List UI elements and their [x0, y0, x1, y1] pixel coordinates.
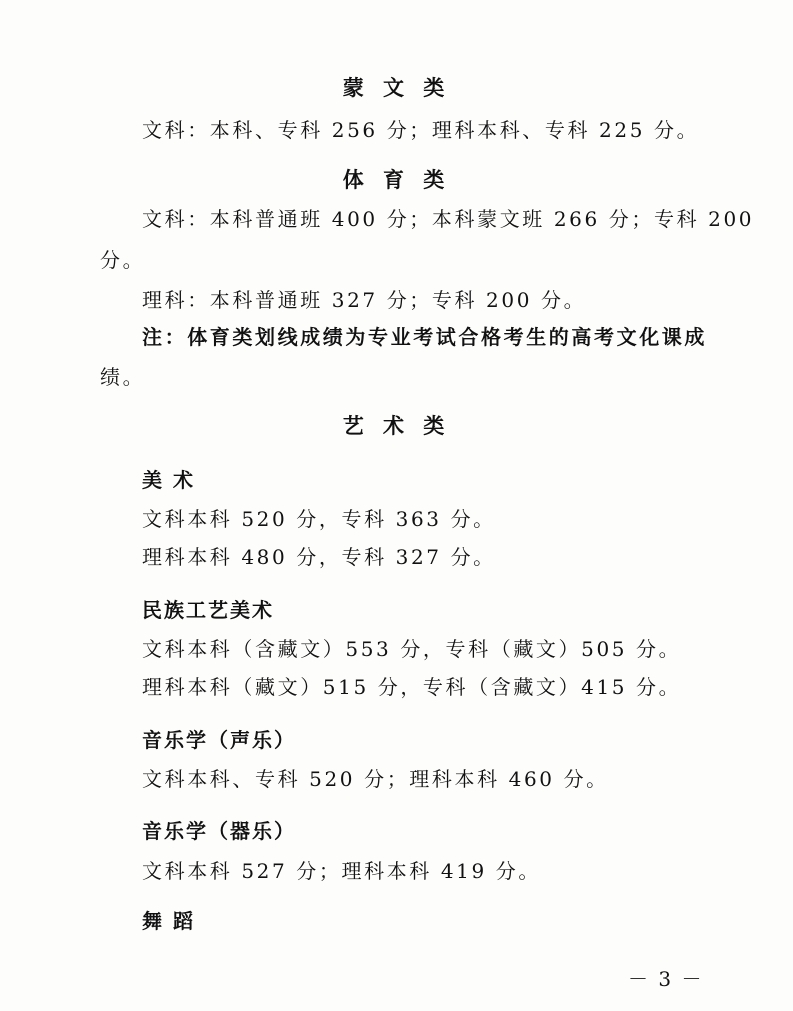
- shengyue-line: 文科本科、专科 520 分；理科本科 460 分。: [142, 767, 609, 791]
- subheading-wudao: 舞 蹈: [142, 909, 195, 933]
- meishu-line-2: 理科本科 480 分，专科 327 分。: [142, 545, 496, 569]
- subheading-minzu: 民族工艺美术: [142, 598, 274, 622]
- tiyu-note-line: 注：体育类划线成绩为专业考试合格考生的高考文化课成: [142, 325, 707, 349]
- subheading-meishu: 美 术: [142, 468, 195, 492]
- heading-mengwen: 蒙 文 类: [342, 76, 451, 100]
- tiyu-wenke-line-cont: 分。: [100, 248, 146, 272]
- meishu-line-1: 文科本科 520 分，专科 363 分。: [142, 507, 496, 531]
- qiyue-line: 文科本科 527 分；理科本科 419 分。: [142, 859, 541, 883]
- subheading-qiyue: 音乐学（器乐）: [142, 819, 296, 843]
- heading-tiyu: 体 育 类: [342, 168, 451, 192]
- minzu-line-1: 文科本科（含藏文）553 分，专科（藏文）505 分。: [142, 637, 682, 661]
- heading-yishu: 艺 术 类: [342, 414, 451, 438]
- page-number: － 3 －: [628, 967, 704, 991]
- tiyu-note-line-cont: 绩。: [100, 365, 146, 389]
- mengwen-line: 文科：本科、专科 256 分；理科本科、专科 225 分。: [142, 118, 700, 142]
- subheading-shengyue: 音乐学（声乐）: [142, 728, 296, 752]
- tiyu-wenke-line: 文科：本科普通班 400 分；本科蒙文班 266 分；专科 200: [142, 207, 755, 231]
- minzu-line-2: 理科本科（藏文）515 分，专科（含藏文）415 分。: [142, 675, 682, 699]
- tiyu-like-line: 理科：本科普通班 327 分；专科 200 分。: [142, 288, 587, 312]
